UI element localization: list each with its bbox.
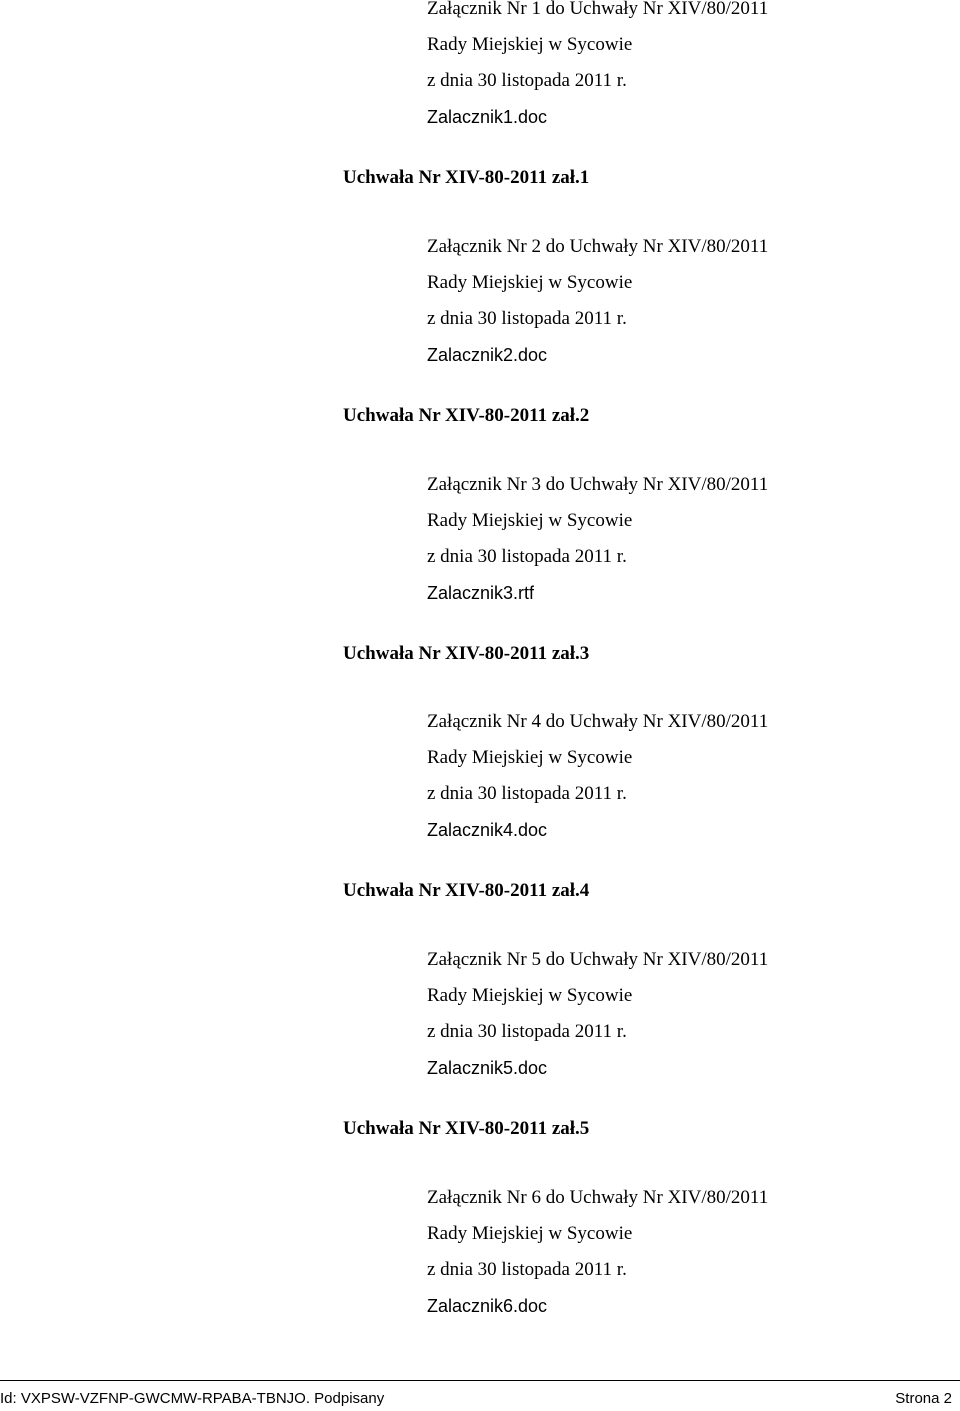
council-name: Rady Miejskiej w Sycowie [427,747,633,768]
attachment-file-link[interactable]: Zalacznik4.doc [427,820,548,840]
resolution-heading: Uchwała Nr XIV-80-2011 zał.1 [343,167,590,188]
attachment-title: Załącznik Nr 2 do Uchwały Nr XIV/80/2011 [427,236,769,257]
council-name: Rady Miejskiej w Sycowie [427,34,633,55]
attachment-file-link[interactable]: Zalacznik5.doc [427,1058,548,1078]
resolution-date: z dnia 30 listopada 2011 r. [427,1021,627,1042]
attachment-title: Załącznik Nr 5 do Uchwały Nr XIV/80/2011 [427,949,769,970]
attachment-file-link[interactable]: Zalacznik3.rtf [427,583,535,603]
council-name: Rady Miejskiej w Sycowie [427,1223,633,1244]
footer-divider [0,1380,960,1381]
attachment-title: Załącznik Nr 1 do Uchwały Nr XIV/80/2011 [427,0,769,19]
attachment-file-link[interactable]: Zalacznik6.doc [427,1296,548,1316]
resolution-date: z dnia 30 listopada 2011 r. [427,546,627,567]
resolution-date: z dnia 30 listopada 2011 r. [427,308,627,329]
council-name: Rady Miejskiej w Sycowie [427,985,633,1006]
attachment-title: Załącznik Nr 4 do Uchwały Nr XIV/80/2011 [427,711,769,732]
resolution-heading: Uchwała Nr XIV-80-2011 zał.5 [343,1118,590,1139]
resolution-heading: Uchwała Nr XIV-80-2011 zał.2 [343,405,590,426]
attachment-file-link[interactable]: Zalacznik1.doc [427,107,548,127]
resolution-heading: Uchwała Nr XIV-80-2011 zał.4 [343,880,590,901]
attachment-file-link[interactable]: Zalacznik2.doc [427,345,548,365]
resolution-date: z dnia 30 listopada 2011 r. [427,783,627,804]
document-id: Id: VXPSW-VZFNP-GWCMW-RPABA-TBNJO. Podpisany [0,1390,385,1407]
council-name: Rady Miejskiej w Sycowie [427,510,633,531]
resolution-date: z dnia 30 listopada 2011 r. [427,70,627,91]
council-name: Rady Miejskiej w Sycowie [427,272,633,293]
resolution-heading: Uchwała Nr XIV-80-2011 zał.3 [343,643,590,664]
resolution-date: z dnia 30 listopada 2011 r. [427,1259,627,1280]
attachment-title: Załącznik Nr 3 do Uchwały Nr XIV/80/2011 [427,474,769,495]
attachment-title: Załącznik Nr 6 do Uchwały Nr XIV/80/2011 [427,1187,769,1208]
page-number: Strona 2 [895,1390,952,1407]
